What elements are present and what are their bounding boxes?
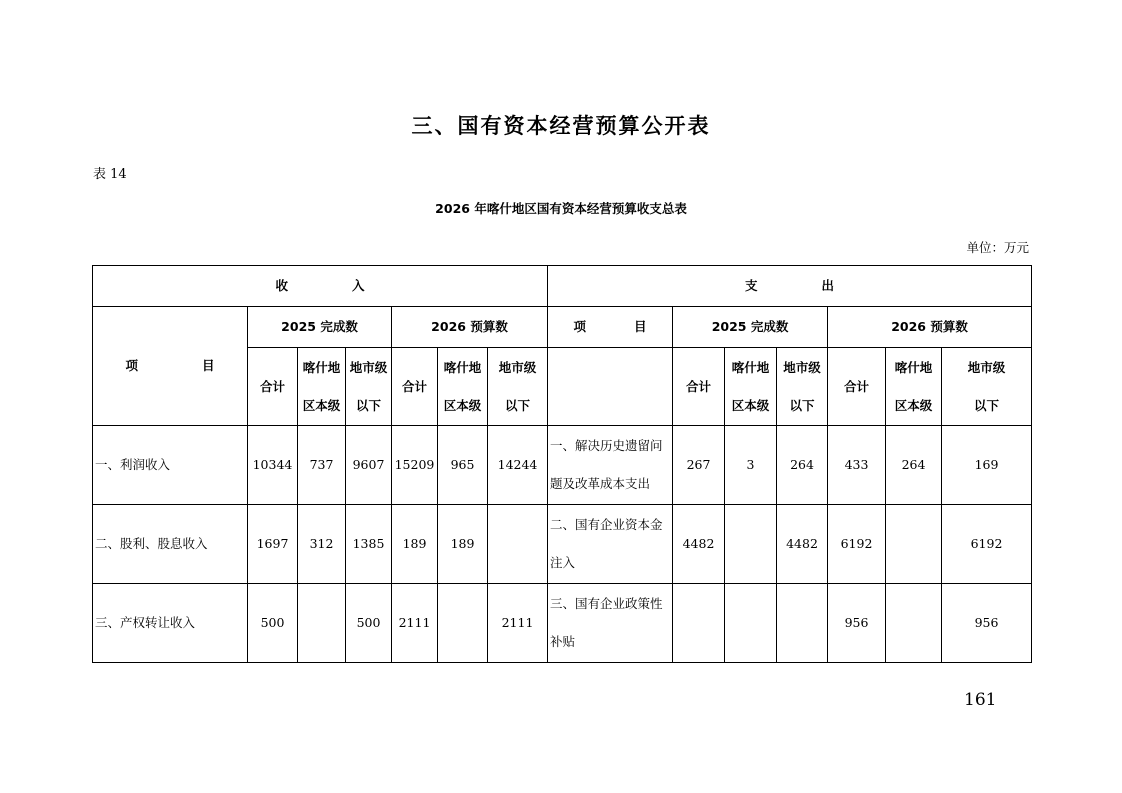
table-row: [93, 584, 1032, 663]
unit-label: 单位：万元: [966, 240, 1029, 255]
table-label: 表 14: [93, 167, 127, 182]
cell: [777, 584, 828, 663]
expense-item: 三、国有企业政策性 补贴: [548, 584, 673, 663]
col-city: 地市级 以下: [777, 348, 828, 426]
income-completed-2025-header: 2025 完成数: [248, 307, 392, 348]
cell: 956: [942, 584, 1032, 663]
cell: [488, 505, 548, 584]
header-row-top: [93, 266, 1032, 307]
cell: 2111: [488, 584, 548, 663]
expense-completed-2025-header: 2025 完成数: [673, 307, 828, 348]
cell: [886, 505, 942, 584]
col-region: 喀什地 区本级: [886, 348, 942, 426]
expense-item: 二、国有企业资本金 注入: [548, 505, 673, 584]
col-city: 地市级 以下: [488, 348, 548, 426]
cell: 4482: [673, 505, 725, 584]
col-region: 喀什地 区本级: [298, 348, 346, 426]
page-title: 三、国有资本经营预算公开表: [411, 114, 711, 138]
page-number: 161: [964, 690, 997, 710]
table-title: 2026 年喀什地区国有资本经营预算收支总表: [435, 201, 687, 216]
cell: 500: [346, 584, 392, 663]
income-item: 二、股利、股息收入: [93, 505, 248, 584]
expense-budget-2026-header: 2026 预算数: [828, 307, 1032, 348]
col-region: 喀什地 区本级: [725, 348, 777, 426]
income-item: 一、利润收入: [93, 426, 248, 505]
table-row: [93, 505, 1032, 584]
col-city: 地市级 以下: [346, 348, 392, 426]
cell: 737: [298, 426, 346, 505]
cell: [673, 584, 725, 663]
income-item-header: 项 目: [93, 307, 248, 426]
cell: 965: [438, 426, 488, 505]
cell: [438, 584, 488, 663]
expense-header: 支 出: [548, 266, 1032, 307]
cell: 1385: [346, 505, 392, 584]
col-city: 地市级 以下: [942, 348, 1032, 426]
cell: 6192: [942, 505, 1032, 584]
cell: 1697: [248, 505, 298, 584]
cell: 264: [886, 426, 942, 505]
cell: 6192: [828, 505, 886, 584]
cell: 189: [438, 505, 488, 584]
income-budget-2026-header: 2026 预算数: [392, 307, 548, 348]
cell: 267: [673, 426, 725, 505]
col-region: 喀什地 区本级: [438, 348, 488, 426]
table-row: [93, 426, 1032, 505]
cell: 3: [725, 426, 777, 505]
cell: 312: [298, 505, 346, 584]
col-total: 合计: [248, 348, 298, 426]
cell: 2111: [392, 584, 438, 663]
cell: 169: [942, 426, 1032, 505]
cell: 10344: [248, 426, 298, 505]
cell: 14244: [488, 426, 548, 505]
cell: [886, 584, 942, 663]
cell: 189: [392, 505, 438, 584]
cell: [725, 584, 777, 663]
col-total: 合计: [828, 348, 886, 426]
cell: 500: [248, 584, 298, 663]
col-total: 合计: [673, 348, 725, 426]
cell: 433: [828, 426, 886, 505]
cell: [298, 584, 346, 663]
cell: 264: [777, 426, 828, 505]
income-item: 三、产权转让收入: [93, 584, 248, 663]
cell: 956: [828, 584, 886, 663]
expense-item-subheader: [548, 348, 673, 426]
header-row-mid: [93, 307, 1032, 348]
cell: [725, 505, 777, 584]
income-header: 收 入: [93, 266, 548, 307]
expense-item: 一、解决历史遗留问 题及改革成本支出: [548, 426, 673, 505]
expense-item-header: 项 目: [548, 307, 673, 348]
cell: 9607: [346, 426, 392, 505]
budget-table: [92, 265, 1032, 663]
cell: 4482: [777, 505, 828, 584]
col-total: 合计: [392, 348, 438, 426]
cell: 15209: [392, 426, 438, 505]
